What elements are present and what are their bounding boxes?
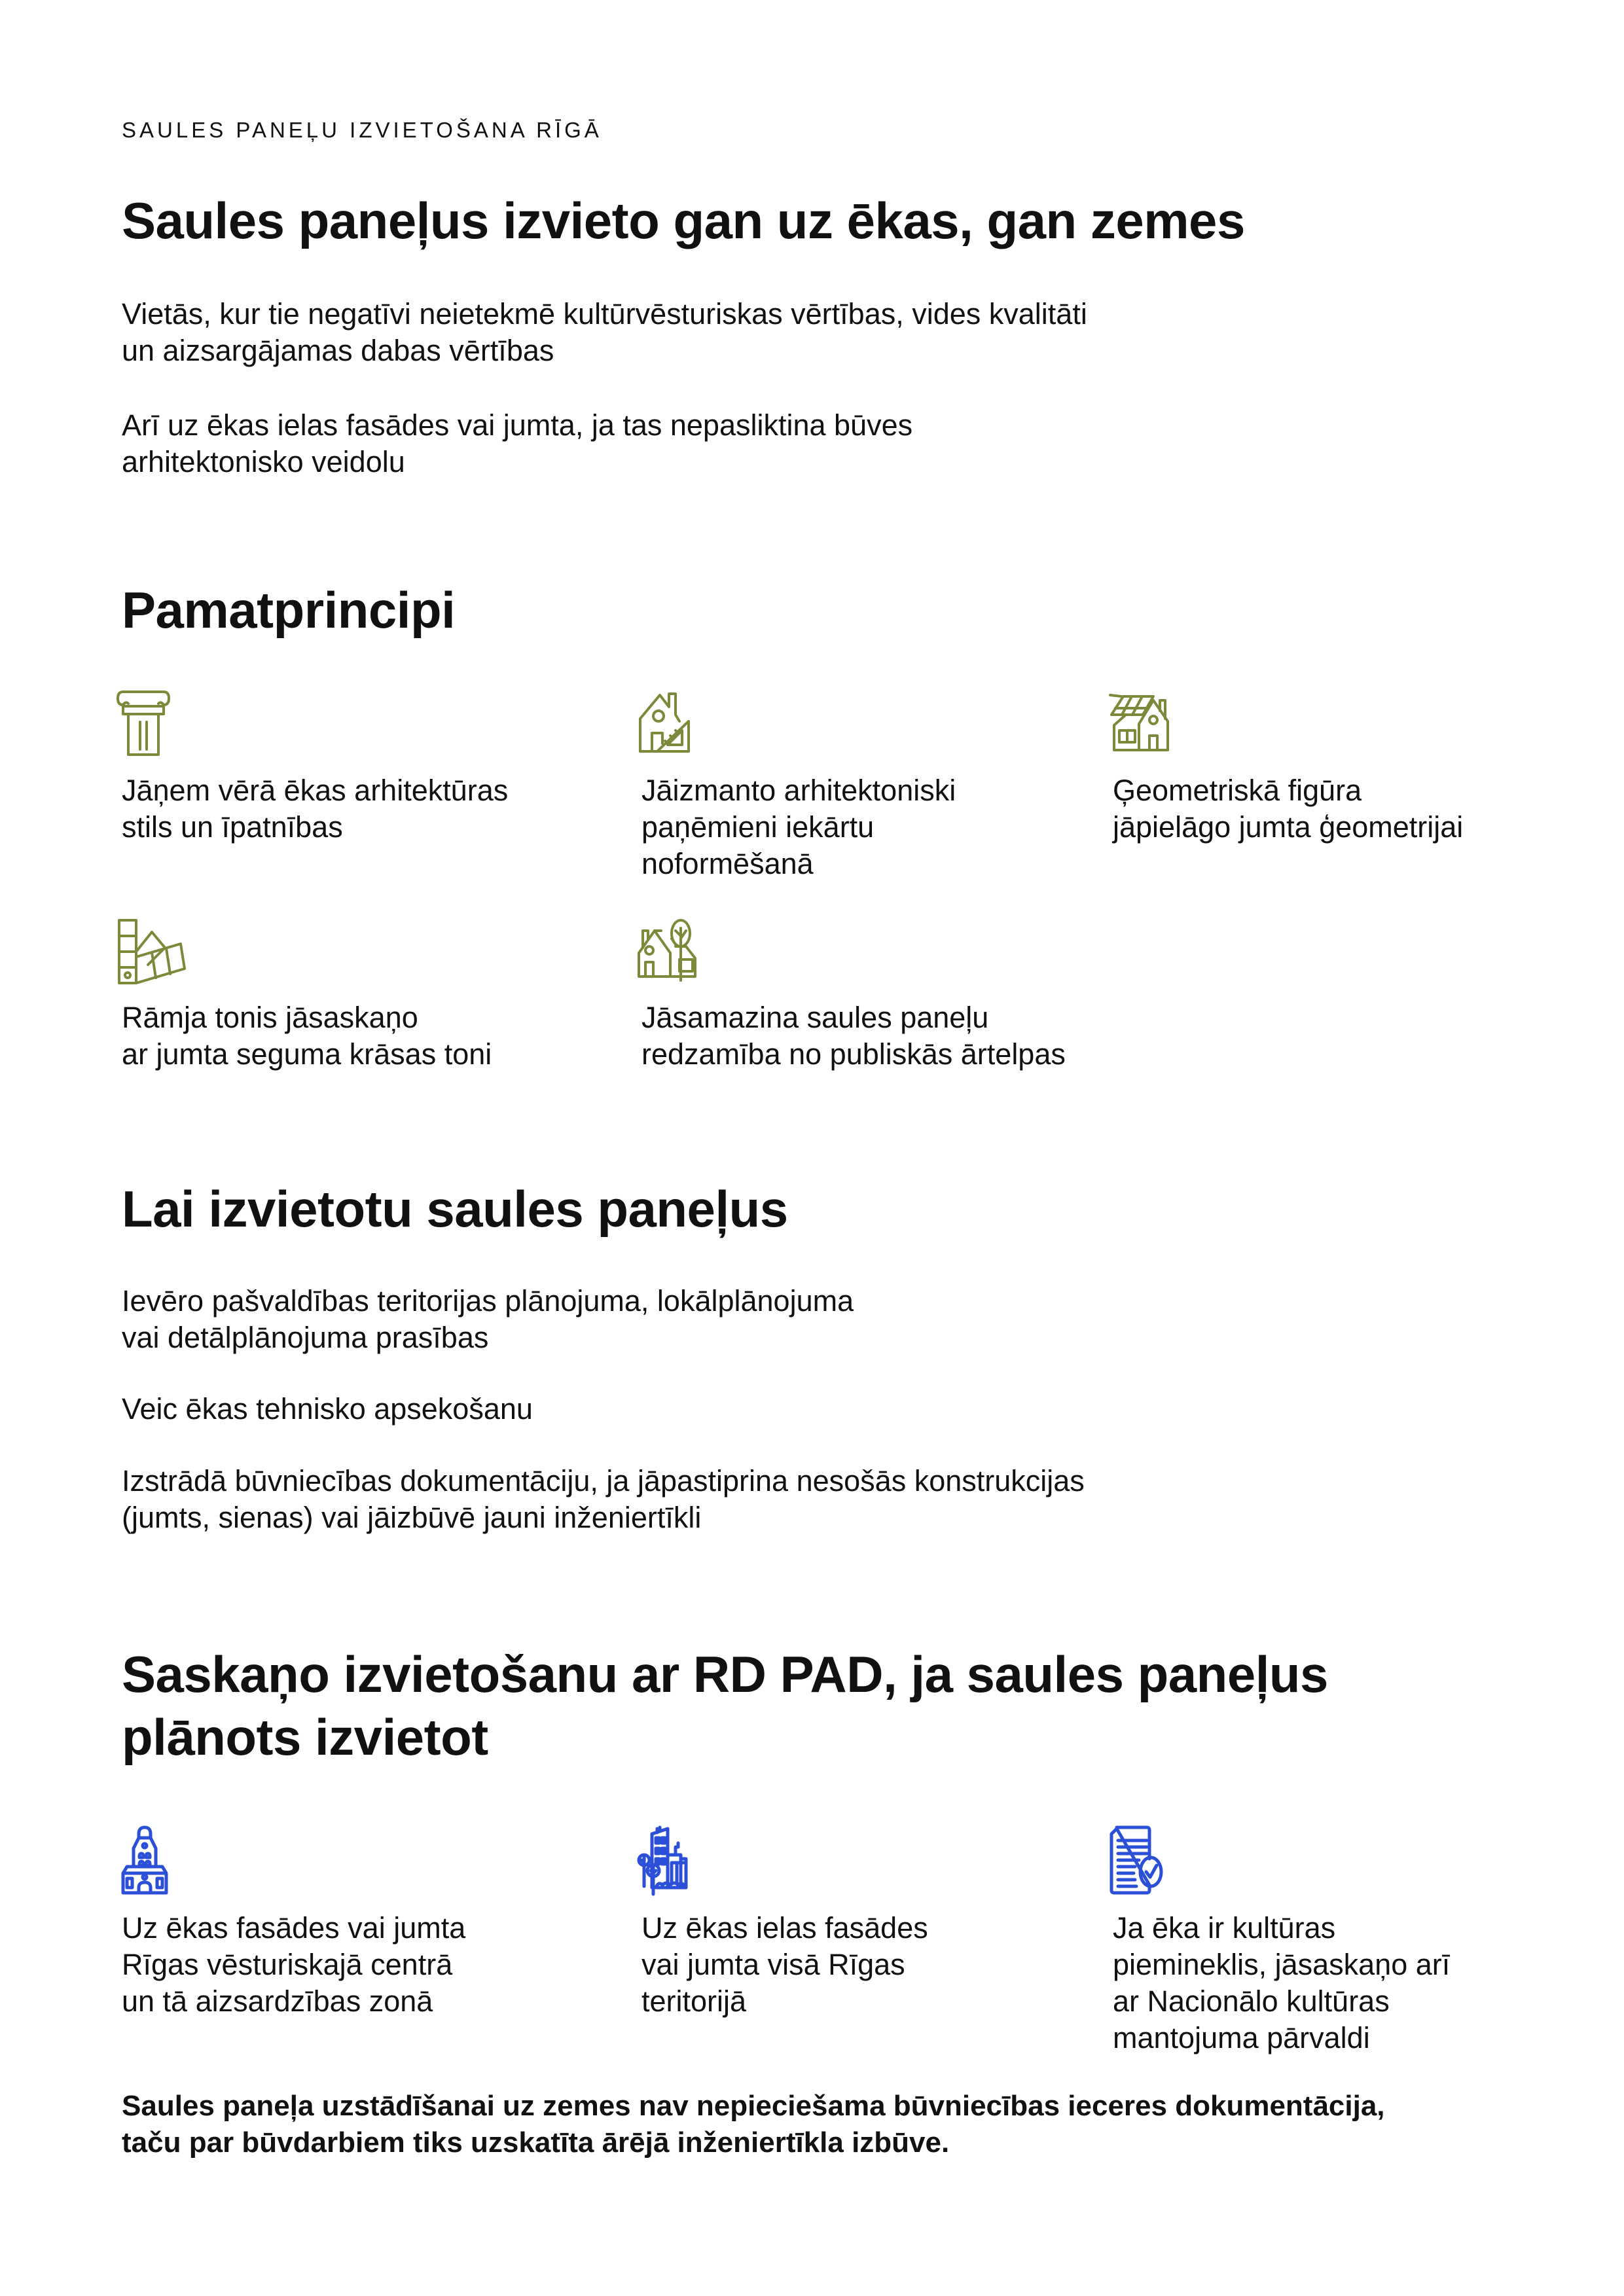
ground-installation-note: Saules paneļa uzstādīšanai uz zemes nav nepieciešama būvniecības ieceres dokumentācija, taču par būvdarbiem tiks uzskatīta ārējā inženiertīkla izbūve. — [122, 2090, 1385, 2159]
section3-step-3: Izstrādā būvniecības dokumentāciju, ja jāpastiprina nesošās konstrukcijas (jumts, sienas) vai jāizbūvē jauni inženiertīkli — [122, 1464, 1085, 1534]
color-swatch-icon — [118, 919, 190, 984]
section1-title: Saules paneļus izvieto gan uz ēkas, gan zemes — [122, 192, 1245, 249]
approval-caption-1: Uz ēkas fasādes vai jumta Rīgas vēsturiskajā centrā un tā aizsardzības zonā — [122, 1911, 466, 2018]
principle-caption-4: Rāmja tonis jāsaskaņo ar jumta seguma krāsas toni — [122, 1001, 492, 1071]
section3-title: Lai izvietotu saules paneļus — [122, 1180, 788, 1238]
section4-title: Saskaņo izvietošanu ar RD PAD, ja saules paneļus plānots izvietot — [122, 1645, 1328, 1766]
historic-building-icon — [122, 1826, 168, 1894]
eyebrow-title: SAULES PANEĻU IZVIETOŠANA RĪGĀ — [122, 118, 602, 142]
principle-caption-1: Jāņem vērā ēkas arhitektūras stils un īpatnības — [122, 774, 509, 844]
principle-caption-2: Jāizmanto arhitektoniski paņēmieni iekārtu noformēšanā — [641, 774, 956, 880]
approval-caption-2: Uz ēkas ielas fasādes vai jumta visā Rīgas teritorijā — [641, 1911, 928, 2018]
house-tree-icon — [638, 919, 710, 982]
city-buildings-icon — [638, 1826, 696, 1894]
section3-step-2: Veic ēkas tehnisko apsekošanu — [122, 1392, 533, 1426]
house-ruler-icon — [639, 692, 691, 753]
principle-caption-5: Jāsamazina saules paneļu redzamība no publiskās ārtelpas — [641, 1001, 1066, 1071]
house-solar-panel-icon — [1110, 695, 1182, 754]
section1-paragraph-1: Vietās, kur tie negatīvi neietekmē kultūrvēsturiskas vērtības, vides kvalitāti un aizsargājamas dabas vērtības — [122, 297, 1087, 367]
approved-document-icon — [1110, 1826, 1169, 1894]
column-icon — [118, 691, 170, 756]
section1-paragraph-2: Arī uz ēkas ielas fasādes vai jumta, ja tas nepasliktina būves arhitektonisko veidolu — [122, 408, 913, 478]
section3-step-1: Ievēro pašvaldības teritorijas plānojuma, lokālplānojuma vai detālplānojuma prasības — [122, 1284, 854, 1354]
section2-title: Pamatprincipi — [122, 581, 456, 639]
approval-caption-3: Ja ēka ir kultūras piemineklis, jāsaskaņo arī ar Nacionālo kultūras mantojuma pārvaldi — [1113, 1911, 1451, 2054]
principle-caption-3: Ģeometriskā figūra jāpielāgo jumta ģeometrijai — [1113, 774, 1464, 844]
